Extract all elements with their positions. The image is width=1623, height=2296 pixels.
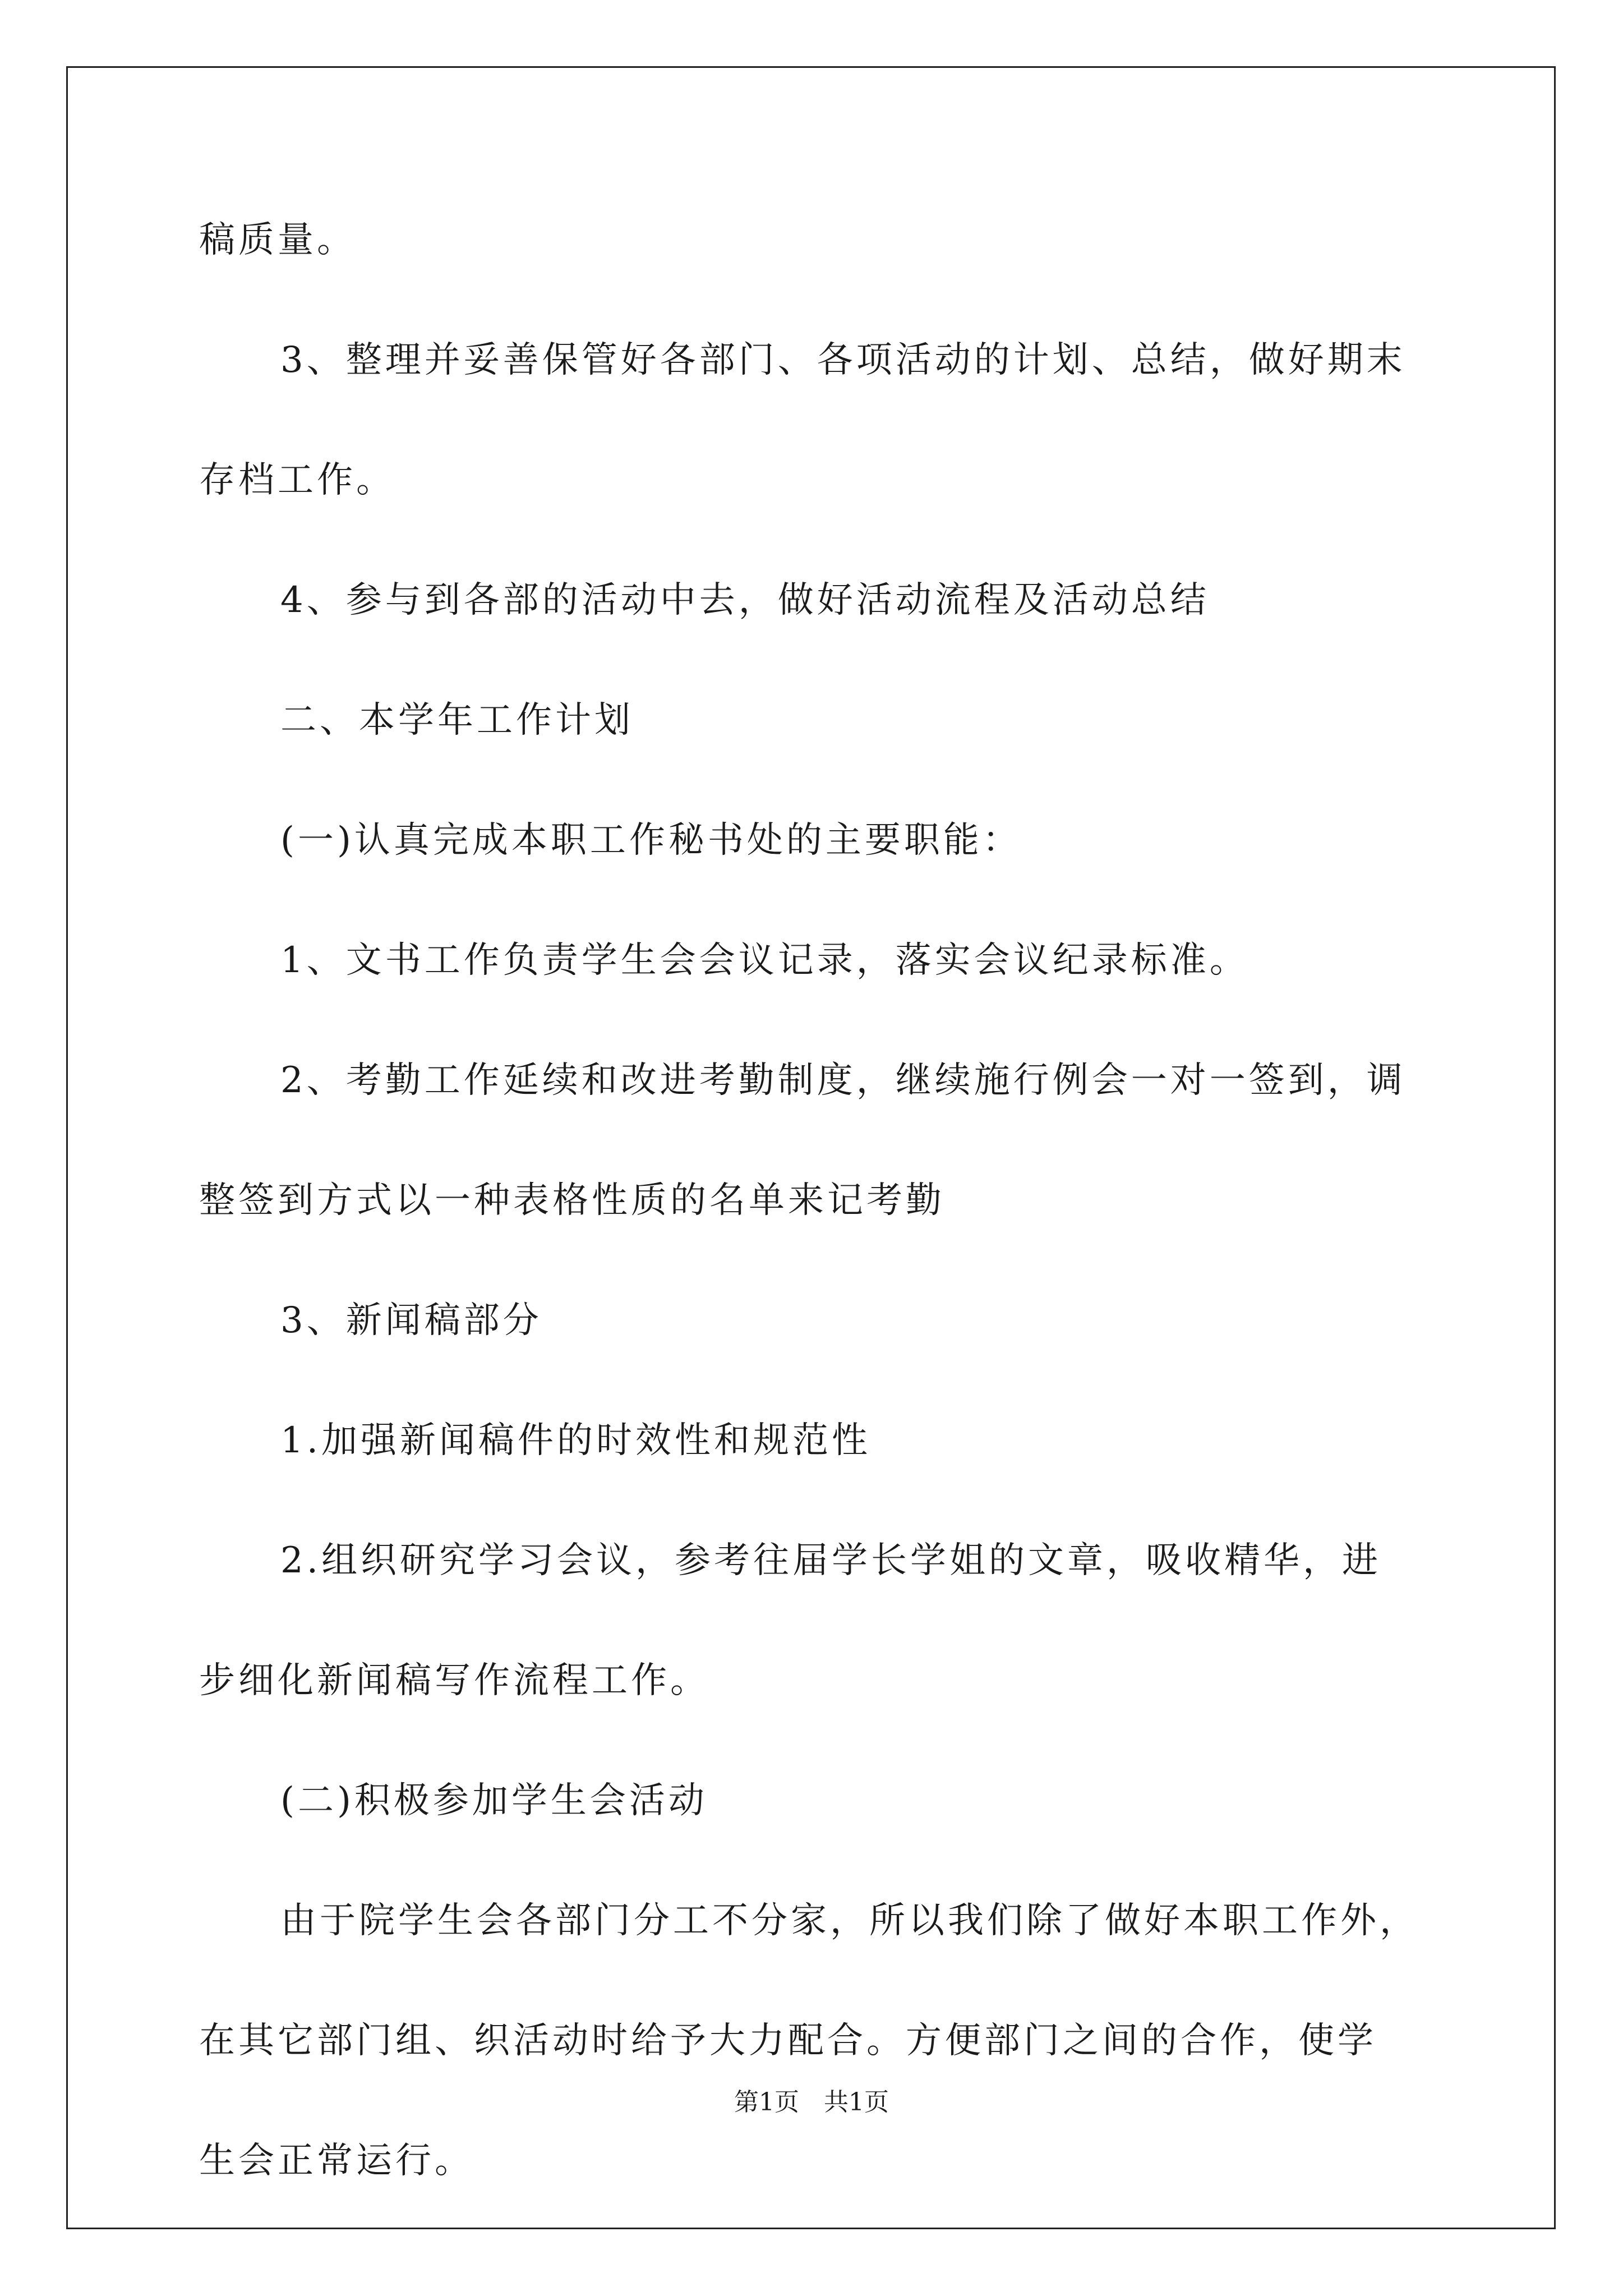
text-line: 3、新闻稿部分 bbox=[280, 1300, 542, 1341]
text-line: 在其它部门组、织活动时给予大力配合。方便部门之间的合作，使学 bbox=[199, 2020, 1377, 2062]
page-number-footer: 第1页 共1页 bbox=[734, 2088, 889, 2116]
text-line: 整签到方式以一种表格性质的名单来记考勤 bbox=[199, 1180, 945, 1221]
text-line: 2、考勤工作延续和改进考勤制度，继续施行例会一对一签到，调 bbox=[280, 1060, 1406, 1101]
text-line: 1.加强新闻稿件的时效性和规范性 bbox=[280, 1420, 872, 1461]
section-heading: 二、本学年工作计划 bbox=[280, 700, 634, 741]
text-line: 生会正常运行。 bbox=[199, 2140, 474, 2182]
text-line: 1、文书工作负责学生会会议记录，落实会议纪录标准。 bbox=[280, 940, 1249, 981]
subsection-heading: (一)认真完成本职工作秘书处的主要职能： bbox=[280, 820, 1022, 861]
text-line: 步细化新闻稿写作流程工作。 bbox=[199, 1660, 709, 1701]
text-line: 4、参与到各部的活动中去，做好活动流程及活动总结 bbox=[280, 579, 1210, 621]
text-line: 稿质量。 bbox=[199, 219, 356, 261]
text-line: 2.组织研究学习会议，参考往届学长学姐的文章，吸收精华，进 bbox=[280, 1540, 1382, 1581]
text-line: 由于院学生会各部门分工不分家，所以我们除了做好本职工作外， bbox=[280, 1900, 1419, 1941]
text-line: 3、整理并妥善保管好各部门、各项活动的计划、总结，做好期末 bbox=[280, 339, 1406, 381]
text-line: 存档工作。 bbox=[199, 459, 395, 501]
subsection-heading: (二)积极参加学生会活动 bbox=[280, 1780, 708, 1821]
